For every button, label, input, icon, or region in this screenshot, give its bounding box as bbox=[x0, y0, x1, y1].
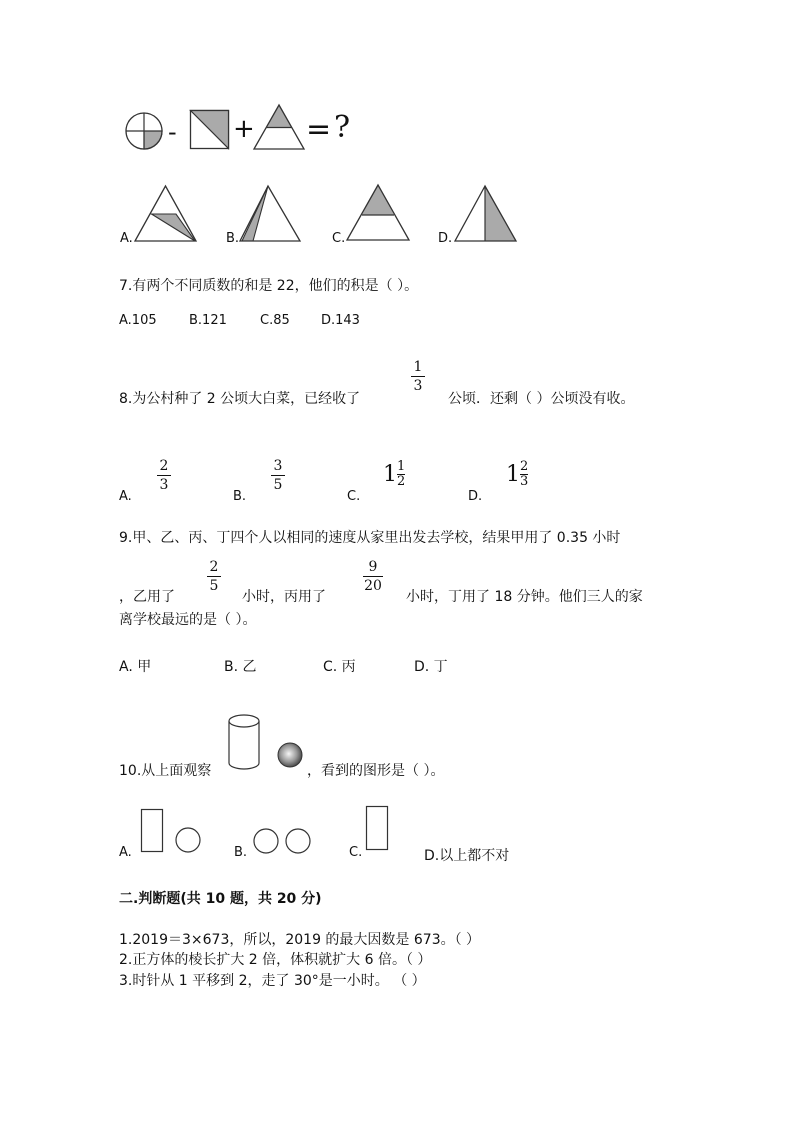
cylinder-figure bbox=[228, 713, 260, 771]
option-c-rectangle-figure[interactable] bbox=[365, 805, 391, 853]
minus-sign: - bbox=[168, 118, 177, 146]
judge-item-1: 1.2019＝3×673，所以，2019 的最大因数是 673。（ ） bbox=[119, 932, 481, 948]
q10-option-c-label[interactable]: C. bbox=[349, 845, 363, 860]
q10-option-b-label[interactable]: B. bbox=[234, 845, 248, 860]
q9-fraction-a: 2 5 bbox=[207, 559, 221, 594]
q7-option-d[interactable]: D.143 bbox=[321, 313, 360, 328]
option-b-two-circles-figure[interactable] bbox=[252, 827, 312, 855]
q7-option-a[interactable]: A.105 bbox=[119, 313, 157, 328]
q7-option-c[interactable]: C.85 bbox=[260, 313, 290, 328]
q8-option-b-fraction[interactable]: 3 5 bbox=[271, 458, 285, 493]
q8-option-c-label[interactable]: C. bbox=[347, 489, 361, 504]
q9-part-a: ，乙用了 bbox=[119, 589, 175, 605]
q9-option-c[interactable]: C. 丙 bbox=[323, 659, 356, 675]
option-c-triangle-figure[interactable] bbox=[346, 184, 410, 242]
q6-option-a-label[interactable]: A. bbox=[120, 231, 133, 246]
q9-option-b[interactable]: B. 乙 bbox=[224, 659, 257, 675]
q8-option-d-mixed-number[interactable]: 1 $\frac{2}{3}$ bbox=[506, 459, 529, 489]
option-a-triangle-figure[interactable] bbox=[134, 185, 198, 243]
q10-stem-before: 10.从上面观察 bbox=[119, 763, 212, 779]
q8-option-d-label[interactable]: D. bbox=[468, 489, 483, 504]
option-b-triangle-figure[interactable] bbox=[238, 185, 302, 243]
q9-part-b: 小时，丙用了 bbox=[242, 589, 326, 605]
question-mark: ? bbox=[334, 110, 351, 145]
q6-option-b-label[interactable]: B. bbox=[226, 231, 240, 246]
q10-option-d[interactable]: D.以上都不对 bbox=[424, 848, 510, 864]
square-half-shaded-figure bbox=[190, 110, 230, 150]
equals-sign: = bbox=[306, 112, 332, 147]
section2-title: 二.判断题(共 10 题，共 20 分) bbox=[119, 891, 322, 907]
q9-fraction-b: 9 20 bbox=[364, 559, 382, 594]
q7-option-b[interactable]: B.121 bbox=[189, 313, 227, 328]
q8-option-a-label[interactable]: A. bbox=[119, 489, 132, 504]
sphere-figure bbox=[277, 742, 303, 768]
circle-quarter-shaded-figure bbox=[125, 112, 165, 152]
option-a-rectangle-circle-figure[interactable] bbox=[140, 808, 204, 856]
q9-line1: 9.甲、乙、丙、丁四个人以相同的速度从家里出发去学校，结果甲用了 0.35 小时 bbox=[119, 530, 621, 546]
q10-stem-after: ，看到的图形是（ ）。 bbox=[307, 763, 445, 779]
q8-stem-after: 公顷．还剩（ ）公顷没有收。 bbox=[448, 391, 635, 407]
q8-fraction: 1 3 bbox=[411, 359, 425, 394]
triangle-top-shaded-figure bbox=[253, 104, 305, 150]
q9-line3: 离学校最远的是（ ）。 bbox=[119, 612, 257, 628]
q8-option-c-mixed-number[interactable]: 1 $\frac{1}{2}$ bbox=[383, 459, 406, 489]
q9-option-a[interactable]: A. 甲 bbox=[119, 659, 152, 675]
q8-option-a-fraction[interactable]: 2 3 bbox=[157, 458, 171, 493]
q9-part-c: 小时，丁用了 18 分钟。他们三人的家 bbox=[406, 589, 643, 605]
q8-option-b-label[interactable]: B. bbox=[233, 489, 247, 504]
q8-stem-before: 8.为公村种了 2 公顷大白菜，已经收了 bbox=[119, 391, 361, 407]
q6-option-c-label[interactable]: C. bbox=[332, 231, 346, 246]
q6-option-d-label[interactable]: D. bbox=[438, 231, 453, 246]
option-d-triangle-figure[interactable] bbox=[454, 185, 518, 243]
q7-question: 7.有两个不同质数的和是 22，他们的积是（ ）。 bbox=[119, 278, 419, 294]
q9-option-d[interactable]: D. 丁 bbox=[414, 659, 448, 675]
judge-item-2: 2.正方体的棱长扩大 2 倍，体积就扩大 6 倍。（ ） bbox=[119, 952, 432, 968]
q10-option-a-label[interactable]: A. bbox=[119, 845, 132, 860]
plus-sign: + bbox=[233, 114, 255, 144]
judge-item-3: 3.时针从 1 平移到 2，走了 30°是一小时。 （ ） bbox=[119, 973, 426, 989]
